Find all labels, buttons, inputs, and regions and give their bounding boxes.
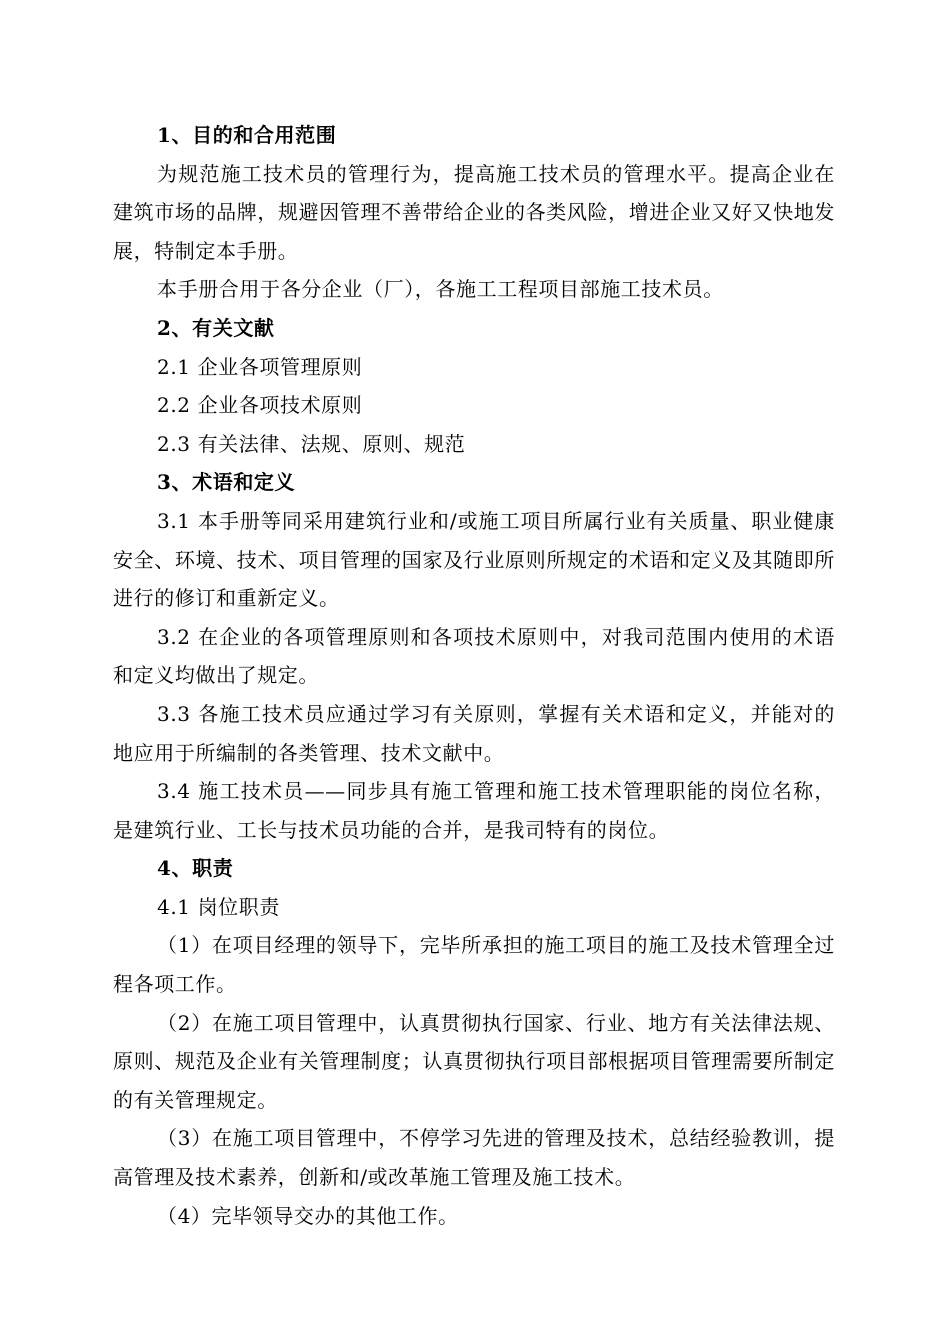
heading-duties: 4、职责 xyxy=(157,856,234,881)
item-4-1: 4.1 岗位职责 xyxy=(157,894,280,919)
duty-2: （2）在施工项目管理中，认真贯彻执行国家、行业、地方有关法律法规、原则、规范及企业有关管理制度；认真贯彻执行项目部根据项目管理需要所制定的有关管理规定。 xyxy=(113,1010,835,1112)
duty-1: （1）在项目经理的领导下，完毕所承担的施工项目的施工及技术管理全过程各项工作。 xyxy=(113,933,835,997)
duty-4: （4）完毕领导交办的其他工作。 xyxy=(157,1203,459,1228)
item-3-4: 3.4 施工技术员——同步具有施工管理和施工技术管理职能的岗位名称，是建筑行业、工长与技术员功能的合并，是我司特有的岗位。 xyxy=(113,779,835,842)
duty-3: （3）在施工项目管理中，不停学习先进的管理及技术，总结经验教训，提高管理及技术素养，创新和/或改革施工管理及施工技术。 xyxy=(113,1126,835,1190)
document-body xyxy=(113,116,835,1235)
heading-related-documents: 2、有关文献 xyxy=(157,315,275,340)
item-2-2: 2.2 企业各项技术原则 xyxy=(157,393,363,418)
paragraph-purpose: 为规范施工技术员的管理行为，提高施工技术员的管理水平。提高企业在建筑市场的品牌，规避因管理不善带给企业的各类风险，增进企业又好又快地发展，特制定本手册。 xyxy=(113,161,835,263)
heading-purpose-scope: 1、目的和合用范围 xyxy=(157,123,337,147)
item-3-2: 3.2 在企业的各项管理原则和各项技术原则中，对我司范围内使用的术语和定义均做出了规定。 xyxy=(113,624,835,688)
item-2-3: 2.3 有关法律、法规、原则、规范 xyxy=(157,431,466,456)
item-3-1: 3.1 本手册等同采用建筑行业和/或施工项目所属行业有关质量、职业健康安全、环境、技术、项目管理的国家及行业原则所规定的术语和定义及其随即所进行的修订和重新定义。 xyxy=(113,508,835,611)
paragraph-scope: 本手册合用于各分企业（厂），各施工工程项目部施工技术员。 xyxy=(157,277,724,302)
heading-terms-definitions: 3、术语和定义 xyxy=(157,470,296,495)
item-2-1: 2.1 企业各项管理原则 xyxy=(157,354,363,379)
item-3-3: 3.3 各施工技术员应通过学习有关原则，掌握有关术语和定义，并能对的地应用于所编制的各类管理、技术文献中。 xyxy=(113,701,835,765)
